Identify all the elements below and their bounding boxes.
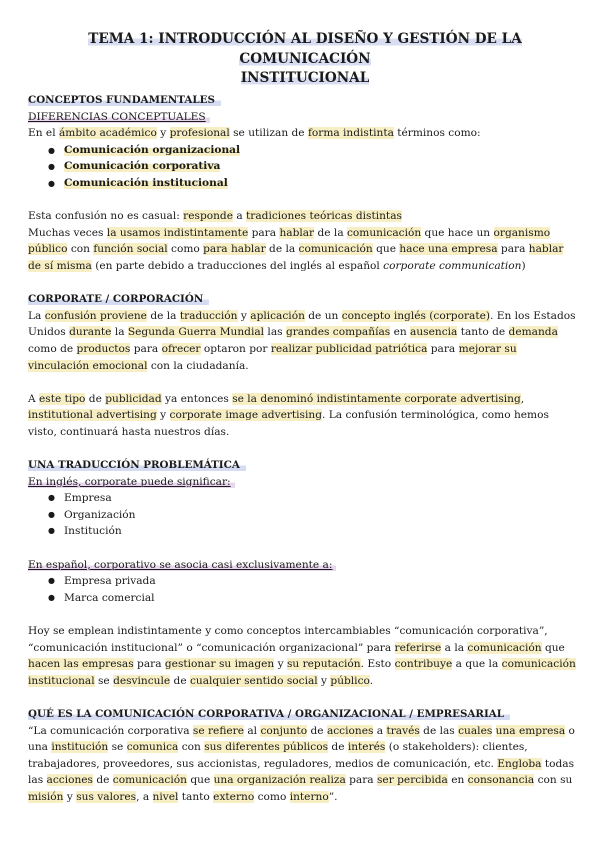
highlighted-text: comunicación institucional <box>28 658 576 687</box>
highlighted-text: este tipo <box>39 392 86 405</box>
text-run: en <box>390 326 411 339</box>
text-run: a <box>373 724 387 737</box>
highlighted-text: misión <box>28 790 64 803</box>
highlighted-text: productos <box>76 342 131 355</box>
paragraph-confusion <box>28 208 576 225</box>
highlighted-text: través <box>386 724 420 737</box>
text-run: a la <box>441 641 468 654</box>
text-run: para <box>130 342 162 355</box>
paragraph-definicion <box>28 723 576 806</box>
text-run: de la <box>314 226 347 239</box>
paragraph-ambito <box>28 125 576 142</box>
text-run: de <box>93 774 113 787</box>
highlighted-text: una organización realiza <box>213 774 346 787</box>
list-item: ● Institución <box>28 523 576 540</box>
list-item: ● Organización <box>28 507 576 524</box>
text-run: a que la <box>452 658 502 671</box>
list-item: ● Empresa privada <box>28 573 576 590</box>
title-line-1: TEMA 1: INTRODUCCIÓN AL DISEÑO Y GESTIÓN DE LA COMUNICACIÓN <box>88 31 522 67</box>
highlighted-text: confusión proviene <box>44 309 147 322</box>
text-run: términos como: <box>393 127 481 140</box>
text-run: . Esto <box>360 658 395 671</box>
highlighted-text: realizar publicidad patriótica <box>270 342 428 355</box>
text-run: que <box>186 774 214 787</box>
highlighted-text: organismo público <box>28 226 551 256</box>
text-run: y <box>317 674 331 687</box>
highlighted-text: ser percibida <box>377 774 448 787</box>
highlighted-text: Segunda Guerra Mundial <box>127 326 265 339</box>
text-run: que hace un <box>421 226 494 239</box>
text-run: que <box>541 641 565 654</box>
highlighted-text: tradiciones teóricas distintas <box>246 210 402 223</box>
list-item: ● Comunicación corporativa <box>28 158 576 175</box>
text-run: que <box>372 243 400 256</box>
text-run: tanto <box>178 790 214 803</box>
highlighted-text: corporate image advertising <box>169 409 322 422</box>
text-run: para <box>345 774 377 787</box>
highlighted-text: institución <box>51 741 109 754</box>
paragraph-hoy-se-emplean <box>28 623 576 689</box>
highlighted-text: interés <box>347 741 386 754</box>
bullet-list-espanol <box>28 573 576 606</box>
text-run: En el <box>28 127 59 140</box>
text-run: al <box>243 724 261 737</box>
highlighted-text: referirse <box>394 641 442 654</box>
highlighted-text: se refiere <box>192 724 244 737</box>
highlighted-text: aplicación <box>250 309 305 322</box>
section-heading-conceptos: CONCEPTOS FUNDAMENTALES <box>28 92 576 109</box>
highlighted-text: mejorar su vinculación emocional <box>28 342 517 372</box>
paragraph-muchas-veces <box>28 225 576 275</box>
bullet-list-tipos-comunicacion <box>28 142 576 192</box>
text-run: Muchas veces <box>28 226 107 239</box>
highlighted-text: publicidad <box>105 392 162 405</box>
highlighted-text: contribuye <box>394 658 453 671</box>
text-run: con la ciudadanía. <box>147 359 249 372</box>
highlighted-text: desvincule <box>113 674 171 687</box>
highlighted-text: conjunto <box>260 724 308 737</box>
text-run: como <box>167 243 204 256</box>
text-run: o una <box>28 724 575 754</box>
text-run: con su <box>534 774 573 787</box>
highlighted-text: Engloba <box>497 757 542 770</box>
highlighted-text: profesional <box>169 127 230 140</box>
text-run: (o stakeholders): clientes, trabajadores, proveedores, sus accionistas, reguladores, medios de comunicación, etc. <box>28 741 528 770</box>
highlighted-text: comunica <box>126 741 179 754</box>
text-run: con <box>178 741 205 754</box>
text-run: , <box>520 392 525 405</box>
text-run: con <box>67 243 94 256</box>
highlighted-text: comunicación <box>467 641 542 654</box>
highlighted-text: hablar <box>279 226 315 239</box>
subheading-espanol: En español, corporativo se asocia casi exclusivamente a: <box>28 557 576 574</box>
highlighted-text: consonancia <box>467 774 535 787</box>
highlighted-text: durante <box>69 326 112 339</box>
highlighted-text: comunicación <box>298 243 373 256</box>
highlighted-text: para hablar <box>203 243 266 256</box>
document-body <box>28 92 576 806</box>
highlighted-text: responde <box>183 210 233 223</box>
text-run: A <box>28 392 40 405</box>
highlighted-text: acciones <box>46 774 93 787</box>
bullet-list-ingles <box>28 490 576 540</box>
highlighted-text: se la denominó indistintamente corporate advertising <box>232 392 521 405</box>
text-run: tanto de <box>457 326 509 339</box>
highlighted-text: cualquier sentido social <box>189 674 318 687</box>
highlighted-text: grandes compañías <box>285 326 391 339</box>
text-run: y <box>156 409 170 422</box>
text-run: se <box>108 741 127 754</box>
text-run: “La comunicación corporativa <box>28 724 193 737</box>
text-run: para <box>133 658 165 671</box>
list-item: ● Comunicación organizacional <box>28 142 576 159</box>
highlighted-text: una empresa <box>495 724 566 737</box>
highlighted-text: comunicación <box>347 226 422 239</box>
text-run: en <box>447 774 468 787</box>
highlighted-text: función social <box>93 243 168 256</box>
text-run: . La confusión terminológica, como hemos visto, continuará hasta nuestros días. <box>28 409 549 438</box>
list-item: ● Comunicación institucional <box>28 175 576 192</box>
text-run: de un <box>304 309 342 322</box>
highlighted-text: hacen las empresas <box>28 658 134 671</box>
highlighted-text: público <box>330 674 370 687</box>
text-run: se utilizan de <box>229 127 308 140</box>
text-run: de <box>328 741 348 754</box>
list-item: ● Empresa <box>28 490 576 507</box>
text-run: para <box>248 226 280 239</box>
subheading-diferencias: DIFERENCIAS CONCEPTUALES <box>28 109 576 126</box>
section-heading-traduccion: UNA TRADUCCIÓN PROBLEMÁTICA <box>28 457 576 474</box>
highlighted-text: hablar de sí misma <box>28 243 564 272</box>
text-run: y <box>274 658 287 671</box>
section-heading-corporate: CORPORATE / CORPORACIÓN <box>28 291 576 308</box>
text-run: de la <box>146 309 180 322</box>
document-title <box>40 30 570 89</box>
text-run: y <box>156 127 170 140</box>
highlighted-text: su reputación <box>286 658 361 671</box>
text-run: se <box>94 674 114 687</box>
text-run: ) <box>521 259 526 272</box>
text-run: de <box>85 392 106 405</box>
highlighted-text: comunicación <box>112 774 187 787</box>
paragraph-tipo-publicidad <box>28 391 576 441</box>
highlighted-text: interno <box>289 790 329 803</box>
text-run: . <box>369 674 374 687</box>
text-run: para <box>427 342 459 355</box>
text-run: y <box>63 790 77 803</box>
text-run: a <box>232 210 247 223</box>
text-run: para <box>497 243 529 256</box>
highlighted-text: sus valores <box>76 790 137 803</box>
text-run: La <box>28 309 45 322</box>
subheading-ingles: En inglés, corporate puede significar: <box>28 474 576 491</box>
text-run: y <box>237 309 251 322</box>
highlighted-text: concepto inglés (corporate) <box>341 309 491 322</box>
list-item: ● Marca comercial <box>28 590 576 607</box>
highlighted-text: gestionar su imagen <box>164 658 275 671</box>
highlighted-text: forma indistinta <box>307 127 394 140</box>
text-run: (en parte debido a traducciones del inglés al español <box>91 259 384 272</box>
highlighted-text: externo <box>213 790 255 803</box>
highlighted-text: sus diferentes públicos <box>204 741 329 754</box>
highlighted-text: ausencia <box>410 326 458 339</box>
section-heading-que-es: QUÉ ES LA COMUNICACIÓN CORPORATIVA / ORGANIZACIONAL / EMPRESARIAL <box>28 706 576 723</box>
highlighted-text: traducción <box>179 309 238 322</box>
text-run: todas las <box>28 757 575 787</box>
text-run: , a <box>136 790 153 803</box>
highlighted-text: institutional advertising <box>28 409 157 422</box>
italic-text: corporate communication <box>383 259 522 272</box>
text-run: ya entonces <box>161 392 233 405</box>
text-run: optaron por <box>200 342 271 355</box>
highlighted-text: hace una empresa <box>399 243 498 256</box>
text-run: de la <box>265 243 299 256</box>
title-line-2: INSTITUCIONAL <box>240 70 370 86</box>
highlighted-text: cuales <box>458 724 493 737</box>
text-run: ”. <box>328 790 338 803</box>
text-run: . En los Estados Unidos <box>28 309 576 339</box>
highlighted-text: nivel <box>152 790 179 803</box>
text-run: de <box>307 724 327 737</box>
text-run: las <box>264 326 286 339</box>
highlighted-text: la usamos indistintamente <box>106 226 249 239</box>
highlighted-text: acciones <box>326 724 374 737</box>
text-run: Hoy se emplean indistintamente y como conceptos intercambiables “comunicación corporativa”, “comunicación institucional” o “comunicación organizacional” para <box>28 625 548 654</box>
highlighted-text: demanda <box>508 326 558 339</box>
text-run: como de <box>28 342 77 355</box>
paragraph-confusion-proviene <box>28 308 576 374</box>
highlighted-text: ofrecer <box>161 342 201 355</box>
text-run: de las <box>419 724 459 737</box>
text-run: la <box>111 326 128 339</box>
text-run: de <box>170 674 190 687</box>
highlighted-text: ámbito académico <box>58 127 157 140</box>
text-run: Esta confusión no es casual: <box>28 210 184 223</box>
text-run: como <box>254 790 290 803</box>
